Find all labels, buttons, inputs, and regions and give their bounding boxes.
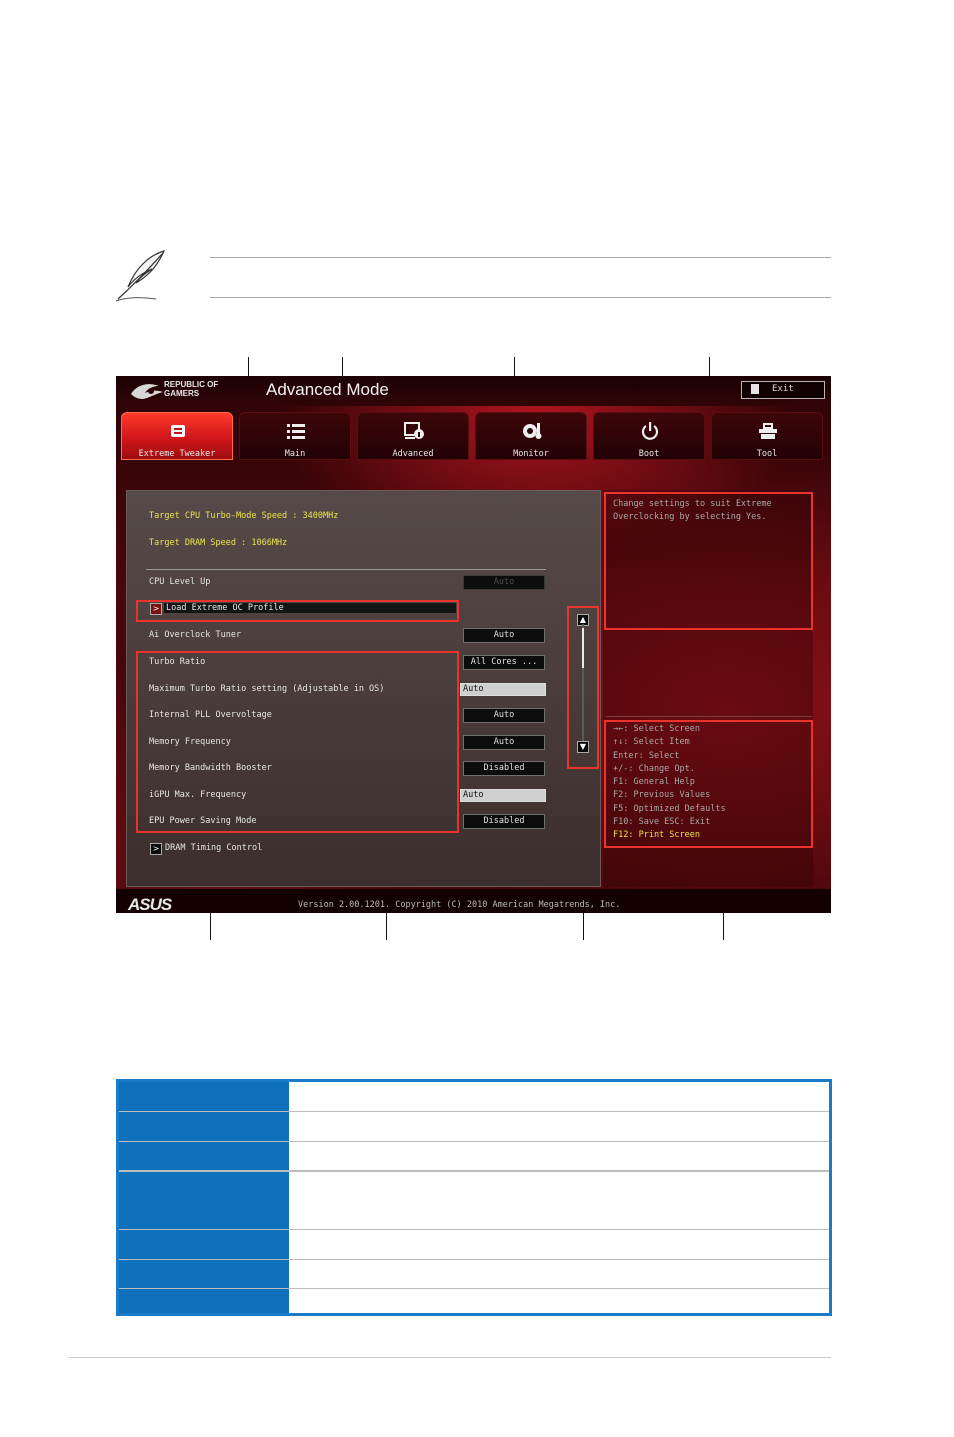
key-hint: F10: Save ESC: Exit [613,817,711,828]
item-igpu-max-frequency[interactable]: iGPU Max. Frequency [149,790,247,800]
key-hint: F1: General Help [613,777,695,788]
brand-text [164,380,218,398]
table-row [119,1112,829,1141]
tab-label: Advanced [392,449,434,459]
value-memory-bandwidth-booster[interactable]: Disabled [463,761,545,776]
help-line: Overclocking by selecting Yes. [613,512,767,522]
value-turbo-ratio[interactable]: All Cores ... [463,655,545,670]
table-row [119,1142,829,1170]
item-memory-bandwidth-booster[interactable]: Memory Bandwidth Booster [149,763,272,773]
power-icon [640,422,660,440]
exit-button[interactable] [741,381,825,399]
description-table [116,1079,832,1316]
value-memory-frequency[interactable]: Auto [463,735,545,750]
tab-monitor[interactable] [475,412,587,460]
highlight-scrollbar [567,606,599,769]
tab-label: Boot [638,449,660,459]
value-ai-overclock-tuner[interactable]: Auto [463,628,545,643]
tweaker-icon [168,422,188,440]
asus-logo: ASUS [128,895,172,913]
table-row [119,1230,829,1259]
table-key-cell [119,1230,289,1259]
value-internal-pll-overvoltage[interactable]: Auto [463,708,545,723]
submenu-arrow-icon: > [150,603,162,615]
exit-door-icon [751,384,759,394]
tab-tool[interactable] [711,412,823,460]
highlight-general-help [604,492,813,630]
table-row [119,1172,829,1229]
scroll-down-icon[interactable]: ▼ [577,741,589,753]
brand-line1: REPUBLIC OF [164,380,219,389]
toolbox-icon [758,422,778,440]
scroll-up-icon[interactable]: ▲ [577,614,589,626]
feather-note-icon [112,247,172,305]
target-cpu-speed: Target CPU Turbo-Mode Speed : 3400MHz [149,511,339,521]
tab-main[interactable] [239,412,351,460]
tab-boot[interactable] [593,412,705,460]
bios-screenshot [116,376,831,913]
table-key-cell [119,1142,289,1170]
table-key-cell [119,1172,289,1229]
table-row [119,1289,829,1313]
key-hint-print-screen: F12: Print Screen [613,830,700,841]
tab-label: Tool [756,449,778,459]
item-memory-frequency[interactable]: Memory Frequency [149,737,231,747]
tab-label: Extreme Tweaker [138,449,216,459]
tab-advanced[interactable] [357,412,469,460]
submenu-dram-timing-control[interactable]: DRAM Timing Control [165,843,263,853]
item-turbo-ratio[interactable]: Turbo Ratio [149,657,206,667]
key-hint: Enter: Select [613,750,680,761]
item-maximum-turbo-ratio[interactable]: Maximum Turbo Ratio setting (Adjustable in OS) [149,684,385,694]
item-epu-power-saving-mode[interactable]: EPU Power Saving Mode [149,816,257,826]
table-key-cell [119,1082,289,1111]
key-hint: →←: Select Screen [613,724,700,734]
thermometer-icon [522,422,542,440]
key-hint: F2: Previous Values [613,790,711,801]
submenu-arrow-icon: > [150,843,162,855]
help-line: Change settings to suit Extreme [613,499,772,509]
tab-label: Main [284,449,306,459]
target-dram-speed: Target DRAM Speed : 1066MHz [149,538,288,548]
tab-extreme-tweaker[interactable] [121,412,233,460]
brand-line2: GAMERS [164,389,200,398]
value-epu-power-saving-mode[interactable]: Disabled [463,814,545,829]
item-ai-overclock-tuner[interactable]: Ai Overclock Tuner [149,630,242,640]
value-cpu-level-up[interactable]: Auto [463,575,545,590]
panel-divider [146,569,546,570]
table-key-cell [119,1289,289,1313]
key-hint: +/-: Change Opt. [613,763,695,774]
key-hint: ↑↓: Select Item [613,737,690,748]
table-row [119,1082,829,1111]
highlight-configuration-fields [136,651,459,833]
version-text: Version 2.00.1201. Copyright (C) 2010 American Megatrends, Inc. [298,900,621,910]
mode-title: Advanced Mode [266,380,389,399]
note-top-rule [210,257,831,258]
item-internal-pll-overvoltage[interactable]: Internal PLL Overvoltage [149,710,272,720]
note-bottom-rule [210,297,831,298]
table-key-cell [119,1112,289,1141]
item-cpu-level-up[interactable]: CPU Level Up [149,577,211,587]
page-footer-rule [69,1357,831,1358]
table-row [119,1260,829,1288]
highlight-submenu-item [136,600,459,622]
highlight-navigation-keys [604,720,813,848]
value-maximum-turbo-ratio[interactable]: Auto [460,683,546,696]
table-key-cell [119,1260,289,1288]
list-icon [286,422,306,440]
value-igpu-max-frequency[interactable]: Auto [460,789,546,802]
advanced-settings-icon [404,422,424,440]
submenu-load-extreme-oc-profile[interactable]: Load Extreme OC Profile [164,603,456,613]
tab-label: Monitor [513,449,549,459]
exit-label: Exit [772,384,794,394]
help-divider [606,716,812,717]
key-hint: F5: Optimized Defaults [613,803,726,814]
